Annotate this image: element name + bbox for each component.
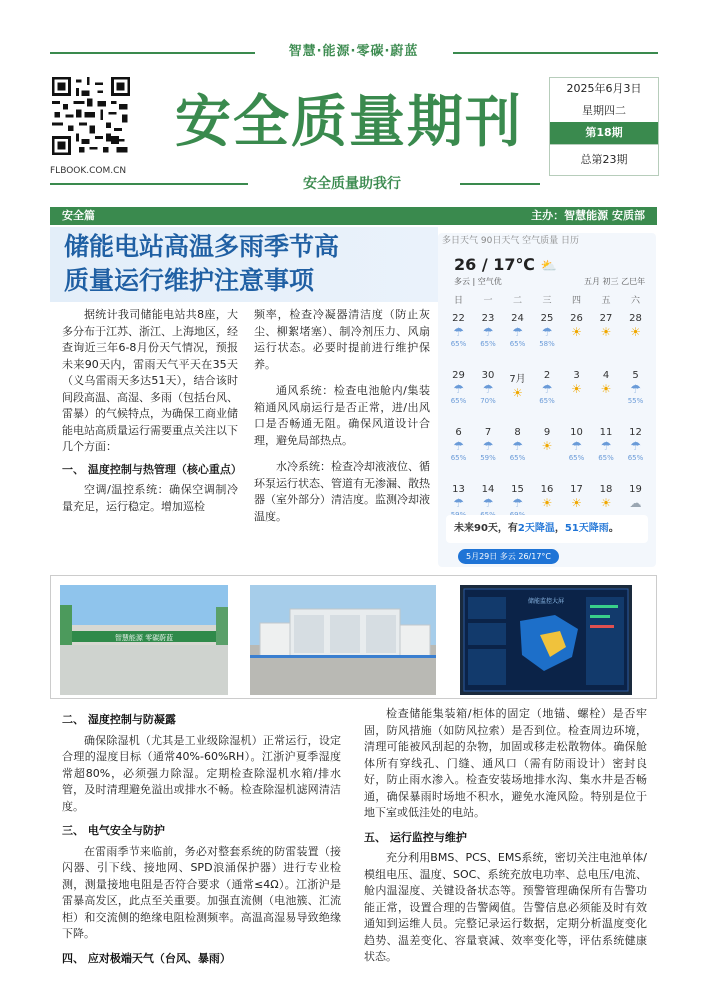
day-number: 4 bbox=[602, 370, 610, 381]
calendar-week-row bbox=[444, 425, 650, 482]
calendar-day[interactable] bbox=[621, 368, 650, 425]
weather-tabs[interactable]: 多日天气 90日天气 空气质量 日历 bbox=[442, 236, 580, 246]
issue-number: 第18期 bbox=[550, 122, 658, 144]
calendar-day[interactable] bbox=[474, 425, 503, 482]
day-number: 15 bbox=[511, 484, 524, 495]
headline-line-2: 质量运行维护注意事项 bbox=[64, 266, 315, 295]
rain-probability: 65% bbox=[539, 397, 555, 405]
rain-probability: 65% bbox=[598, 454, 614, 462]
day-number: 28 bbox=[629, 313, 642, 324]
weekday-label: 四 bbox=[571, 296, 581, 306]
day-number: 25 bbox=[540, 313, 554, 324]
day-number: 29 bbox=[452, 370, 465, 381]
rain-icon: ☂ bbox=[541, 382, 553, 396]
sun-icon: ☀ bbox=[630, 325, 641, 339]
calendar-day[interactable] bbox=[592, 425, 621, 482]
section-name: 安全篇 bbox=[62, 209, 95, 222]
headline-line-1: 储能电站高温多雨季节高 bbox=[64, 232, 340, 261]
day-number: 23 bbox=[481, 313, 495, 324]
issue-date: 2025年6月3日 bbox=[566, 82, 642, 95]
weather-summary bbox=[446, 515, 648, 543]
sun-icon: ☀ bbox=[541, 439, 553, 453]
rain-probability: 65% bbox=[480, 340, 496, 348]
calendar-day[interactable] bbox=[444, 311, 473, 368]
day-number: 14 bbox=[481, 484, 495, 495]
day-number: 2 bbox=[543, 370, 551, 381]
photo-strip bbox=[50, 575, 657, 699]
weekday-label: 日 bbox=[453, 296, 463, 306]
day-number: 19 bbox=[629, 484, 642, 495]
section-3-paragraph: 在雷雨季节来临前，务必对整套系统的防雷装置（接闪器、引下线、接地网、SPD浪涌保护器）进行专业检测，测量接地电阻是否符合要求（通常≤4Ω）。江浙沪是雷暴高发区，此点至关重要。加强直流侧（电池簇、汇流柜）和交流侧的绝缘电阻检测频率。高温高湿易导致绝缘下降。 bbox=[62, 844, 341, 940]
today-temp-text: 26 / 17℃ bbox=[454, 255, 535, 274]
section-1-title: 一、 温度控制与热管理（核心重点） bbox=[62, 462, 242, 476]
rain-icon: ☂ bbox=[453, 325, 464, 339]
rain-icon: ☂ bbox=[482, 325, 494, 339]
section-3-title: 三、 电气安全与防护 bbox=[62, 824, 165, 837]
day-number: 7 bbox=[484, 427, 492, 438]
weekday-label: 五 bbox=[601, 296, 611, 306]
calendar-day[interactable] bbox=[592, 311, 621, 368]
day-number: 5 bbox=[632, 370, 639, 381]
sun-icon: ☀ bbox=[600, 382, 612, 396]
sun-icon: ☀ bbox=[571, 382, 582, 396]
rain-icon: ☂ bbox=[512, 325, 523, 339]
section-5-title: 五、 运行监控与维护 bbox=[364, 830, 467, 844]
photo-sign-text: 智慧能源 零碳蔚蓝 bbox=[114, 634, 174, 642]
rain-icon: ☂ bbox=[512, 439, 523, 453]
sun-icon: ☀ bbox=[541, 496, 553, 510]
screen-title: 储能监控大屏 bbox=[527, 598, 565, 605]
intro-paragraph: 据统计我司储能电站共8座，大多分布于江苏、浙江、上海地区，经查询近三年6-8月份天气情况，预报未来90天内，雷雨天气平天在35天（义乌雷雨天多达51天），结合该时间段高温、高湿、多雨（包括台风、雷暴）的气候特点，为确保工商业储能电站高质量运行需要重点关注以下几个方面： bbox=[62, 308, 238, 453]
calendar-week-row bbox=[444, 368, 650, 425]
day-number: 12 bbox=[629, 427, 642, 438]
ventilation-paragraph: 通风系统：检查电池舱内/集装箱通风风扇运行是否正常，进/出风口是否畅通无阻。确保风道设计合理，避免局部热点。 bbox=[254, 384, 430, 447]
calendar-day[interactable] bbox=[444, 425, 473, 482]
photo-station-gate bbox=[60, 585, 228, 695]
rain-icon: ☂ bbox=[630, 382, 641, 396]
weekday-header-row bbox=[444, 293, 650, 311]
article-headline bbox=[64, 230, 434, 298]
weather-location: 多云 | 空气优 bbox=[454, 277, 502, 286]
day-number: 22 bbox=[452, 313, 465, 324]
sun-icon: ☀ bbox=[600, 325, 612, 339]
photo-monitor-screen bbox=[460, 585, 632, 695]
summary-cooling-days: 2天降温 bbox=[517, 523, 555, 534]
day-number: 7月 bbox=[509, 374, 526, 385]
summary-rain-days: 51天降雨 bbox=[564, 523, 609, 534]
calendar-day[interactable] bbox=[444, 368, 473, 425]
section-2-paragraph: 确保除湿机（尤其是工业级除湿机）正常运行，设定合理的湿度目标（通常40%-60%RH）。江浙沪夏季湿度常超80%，必须强力除湿。定期检查除湿机水箱/排水管，及时清理避免溢出或排水不畅。检查除湿机滤网清洁度。 bbox=[62, 733, 341, 813]
section-host: 主办：智慧能源 安质部 bbox=[531, 209, 645, 222]
rain-icon: ☂ bbox=[630, 439, 641, 453]
calendar-day[interactable] bbox=[533, 368, 562, 425]
section-4-paragraph: 检查储能集装箱/柜体的固定（地锚、螺栓）是否牢固，防风措施（如防风拉索）是否到位。检查周边环境，清理可能被风刮起的杂物，加固或移走松散物体。确保舱体所有穿线孔、门缝、通风口（需有防雨设计）密封良好，防止雨水渗入。检查安装场地排水沟、集水井是否畅通，确保暴雨时场地不积水，避免水淹风险。特别是位于地下室或低洼处的电站。 bbox=[364, 707, 647, 819]
rain-probability: 58% bbox=[539, 340, 555, 348]
weekday-label: 六 bbox=[630, 296, 640, 306]
section-4-title: 四、 应对极端天气（台风、暴雨） bbox=[62, 951, 231, 965]
total-issue: 总第23期 bbox=[550, 144, 658, 175]
calendar-day[interactable] bbox=[562, 368, 591, 425]
issue-info-box bbox=[549, 77, 659, 176]
calendar-day[interactable] bbox=[503, 311, 532, 368]
rain-probability: 55% bbox=[627, 397, 644, 405]
day-number: 8 bbox=[514, 427, 521, 438]
calendar-day[interactable] bbox=[592, 368, 621, 425]
rain-probability: 65% bbox=[509, 454, 526, 462]
weather-date-pill[interactable]: 5月29日 多云 26/17°C bbox=[458, 549, 559, 564]
page-subtitle: 安全质量助我行 bbox=[303, 176, 401, 192]
rain-icon: ☂ bbox=[453, 382, 464, 396]
day-number: 17 bbox=[570, 484, 583, 495]
qr-code[interactable] bbox=[52, 77, 130, 155]
photo-container-units bbox=[250, 585, 436, 695]
rain-probability: 65% bbox=[450, 397, 467, 405]
calendar-day[interactable] bbox=[562, 425, 591, 482]
day-number: 11 bbox=[599, 427, 613, 438]
rain-probability: 65% bbox=[568, 454, 585, 462]
water-cooling-paragraph: 水冷系统：检查冷却液液位、循环泵运行状态、管道有无渗漏、散热器（室外部分）清洁度。监测冷却液温度。 bbox=[254, 460, 430, 523]
calendar-day[interactable] bbox=[503, 425, 532, 482]
day-number: 27 bbox=[599, 313, 613, 324]
rain-probability: 65% bbox=[450, 340, 467, 348]
day-number: 16 bbox=[540, 484, 554, 495]
issue-weekday: 星期四二 bbox=[582, 104, 626, 117]
day-number: 6 bbox=[455, 427, 462, 438]
calendar-day[interactable] bbox=[533, 311, 562, 368]
rain-icon: ☂ bbox=[482, 382, 494, 396]
rain-icon: ☂ bbox=[600, 439, 612, 453]
calendar-day[interactable] bbox=[562, 311, 591, 368]
article-column-3 bbox=[62, 706, 341, 971]
rain-icon: ☂ bbox=[453, 496, 464, 510]
header-slogan: 智慧·能源·零碳·蔚蓝 bbox=[288, 44, 419, 59]
section-5-paragraph: 充分利用BMS、PCS、EMS系统，密切关注电池单体/模组电压、温度、SOC、系统充放电功率、总电压/电流、舱内温湿度、关键设备状态等。预警管理确保所有告警功能正常，设置合理的告警阈值。告警信息必须能及时有效通知到运维人员。完整记录运行数据，定期分析温度变化趋势、温差变化、容量衰减、效率变化等，评估系统健康状态。 bbox=[364, 851, 647, 963]
rain-probability: 65% bbox=[509, 340, 526, 348]
rain-icon: ☂ bbox=[512, 496, 523, 510]
rain-probability: 59% bbox=[480, 454, 496, 462]
summary-pre: 未来90天，有 bbox=[454, 523, 518, 534]
day-number: 18 bbox=[599, 484, 613, 495]
partly-cloudy-icon: ⛅ bbox=[540, 259, 557, 274]
calendar-day[interactable] bbox=[621, 425, 650, 482]
sun-icon: ☀ bbox=[600, 496, 612, 510]
calendar-day[interactable] bbox=[503, 368, 532, 425]
rain-probability: 65% bbox=[627, 454, 644, 462]
section-bar bbox=[50, 207, 657, 225]
rain-probability: 65% bbox=[450, 454, 467, 462]
article-column-4 bbox=[364, 706, 647, 970]
rain-icon: ☂ bbox=[482, 496, 494, 510]
weekday-label: 二 bbox=[512, 296, 522, 306]
article-column-2 bbox=[254, 307, 430, 529]
calendar-day[interactable] bbox=[621, 311, 650, 368]
summary-post: 。 bbox=[608, 523, 619, 534]
calendar-week-row bbox=[444, 311, 650, 368]
calendar-day[interactable] bbox=[533, 425, 562, 482]
day-number: 10 bbox=[570, 427, 583, 438]
rain-icon: ☂ bbox=[541, 325, 553, 339]
weather-widget bbox=[438, 233, 656, 567]
rain-icon: ☂ bbox=[571, 439, 582, 453]
sun-icon: ☀ bbox=[512, 386, 523, 400]
page-title: 安全质量期刊 bbox=[175, 90, 523, 155]
day-number: 26 bbox=[570, 313, 583, 324]
qr-url[interactable]: FLBOOK.COM.CN bbox=[50, 166, 127, 176]
cloud-icon: ☁ bbox=[629, 496, 642, 510]
weekday-label: 一 bbox=[483, 296, 493, 306]
day-number: 13 bbox=[452, 484, 465, 495]
article-column-1 bbox=[62, 307, 242, 519]
day-number: 9 bbox=[543, 427, 551, 438]
weekday-label: 三 bbox=[542, 296, 552, 306]
weather-today-temp bbox=[454, 255, 557, 274]
day-number: 24 bbox=[511, 313, 524, 324]
rain-probability: 70% bbox=[480, 397, 496, 405]
rain-icon: ☂ bbox=[453, 439, 464, 453]
calendar-day[interactable] bbox=[474, 311, 503, 368]
sun-icon: ☀ bbox=[571, 496, 582, 510]
weather-lunar-date: 五月 初三 乙巳年 bbox=[584, 277, 646, 286]
section-1-paragraph: 空调/温控系统：确保空调制冷量充足，运行稳定。增加巡检 bbox=[62, 483, 238, 513]
summary-mid: ， bbox=[554, 523, 565, 534]
weather-calendar-grid bbox=[444, 293, 650, 539]
section-2-title: 二、 湿度控制与防凝露 bbox=[62, 713, 176, 726]
day-number: 3 bbox=[573, 370, 580, 381]
hvac-paragraph: 频率，检查冷凝器清洁度（防止灰尘、柳絮堵塞）、制冷剂压力、风扇运行状态。必要时提前进行维护保养。 bbox=[254, 308, 430, 371]
day-number: 30 bbox=[481, 370, 495, 381]
sun-icon: ☀ bbox=[571, 325, 582, 339]
rain-icon: ☂ bbox=[482, 439, 494, 453]
calendar-day[interactable] bbox=[474, 368, 503, 425]
